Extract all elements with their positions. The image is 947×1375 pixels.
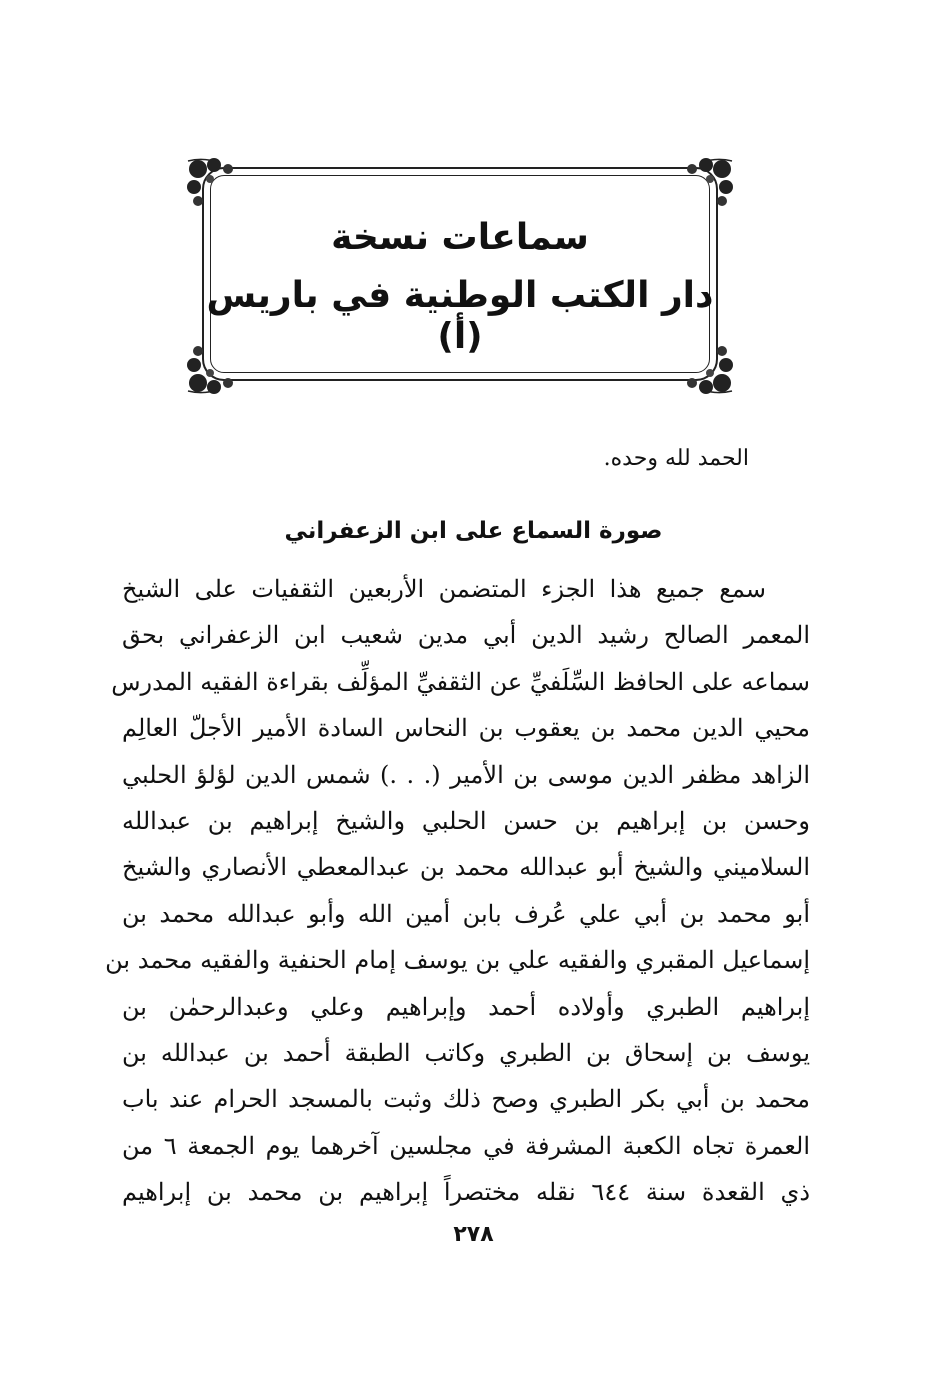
floral-corner-ornament <box>666 155 736 215</box>
body-line: العمرة تجاه الكعبة المشرفة في مجلسين آخرهما يوم الجمعة ٦ من <box>122 1131 810 1160</box>
body-line: المعمر الصالح رشيد الدين أبي مدين شعيب ابن الزعفراني بحق <box>122 621 810 650</box>
title-frame <box>190 155 730 393</box>
body-line: سماعه على الحافظ السِّلَفيِّ عن الثقفيِّ المؤلِّف بقراءة الفقيه المدرس <box>111 667 810 696</box>
body-line: سمع جميع هذا الجزء المتضمن الأربعين الثقفيات على الشيخ <box>122 575 766 603</box>
body-line: أبو محمد بن أبي علي عُرف بابن أمين الله وأبو عبدالله محمد بن <box>122 899 810 928</box>
body-line: إبراهيم الطبري وأولاده أحمد وإبراهيم وعلي وعبدالرحمٰن بن <box>122 992 810 1021</box>
body-line: الزاهد مظفر الدين موسى بن الأمير (. . .) شمس الدين لؤلؤ الحلبي <box>122 760 810 789</box>
chapter-title-line-1: سماعات نسخة <box>331 217 589 258</box>
body-line: محيي الدين محمد بن يعقوب بن النحاس السادة الأمير الأجلّ العالِم <box>122 714 810 743</box>
page-number: ٢٧٨ <box>453 1222 494 1247</box>
body-line: محمد بن أبي بكر الطبري وصح ذلك وثبت بالمسجد الحرام عند باب <box>122 1085 810 1114</box>
body-line: إسماعيل المقبري والفقيه علي بن يوسف إمام الحنفية والفقيه محمد بن <box>105 946 810 975</box>
floral-corner-ornament <box>184 155 254 215</box>
body-line: ذي القعدة سنة ٦٤٤ نقله مختصراً إبراهيم بن محمد بن إبراهيم <box>122 1178 811 1207</box>
praise-line: الحمد لله وحده. <box>603 446 749 471</box>
section-heading: صورة السماع على ابن الزعفراني <box>284 518 663 544</box>
body-line: وحسن بن إبراهيم بن حسن الحلبي والشيخ إبراهيم بن عبدالله <box>122 806 810 835</box>
chapter-title-line-2: دار الكتب الوطنية في باريس (أ) <box>206 275 714 357</box>
body-text <box>105 566 811 1215</box>
body-line: يوسف بن إسحاق بن الطبري وكاتب الطبقة أحمد بن عبدالله بن <box>122 1038 810 1067</box>
body-line: السلاميني والشيخ أبو عبدالله محمد بن عبدالمعطي الأنصاري والشيخ <box>122 853 810 882</box>
